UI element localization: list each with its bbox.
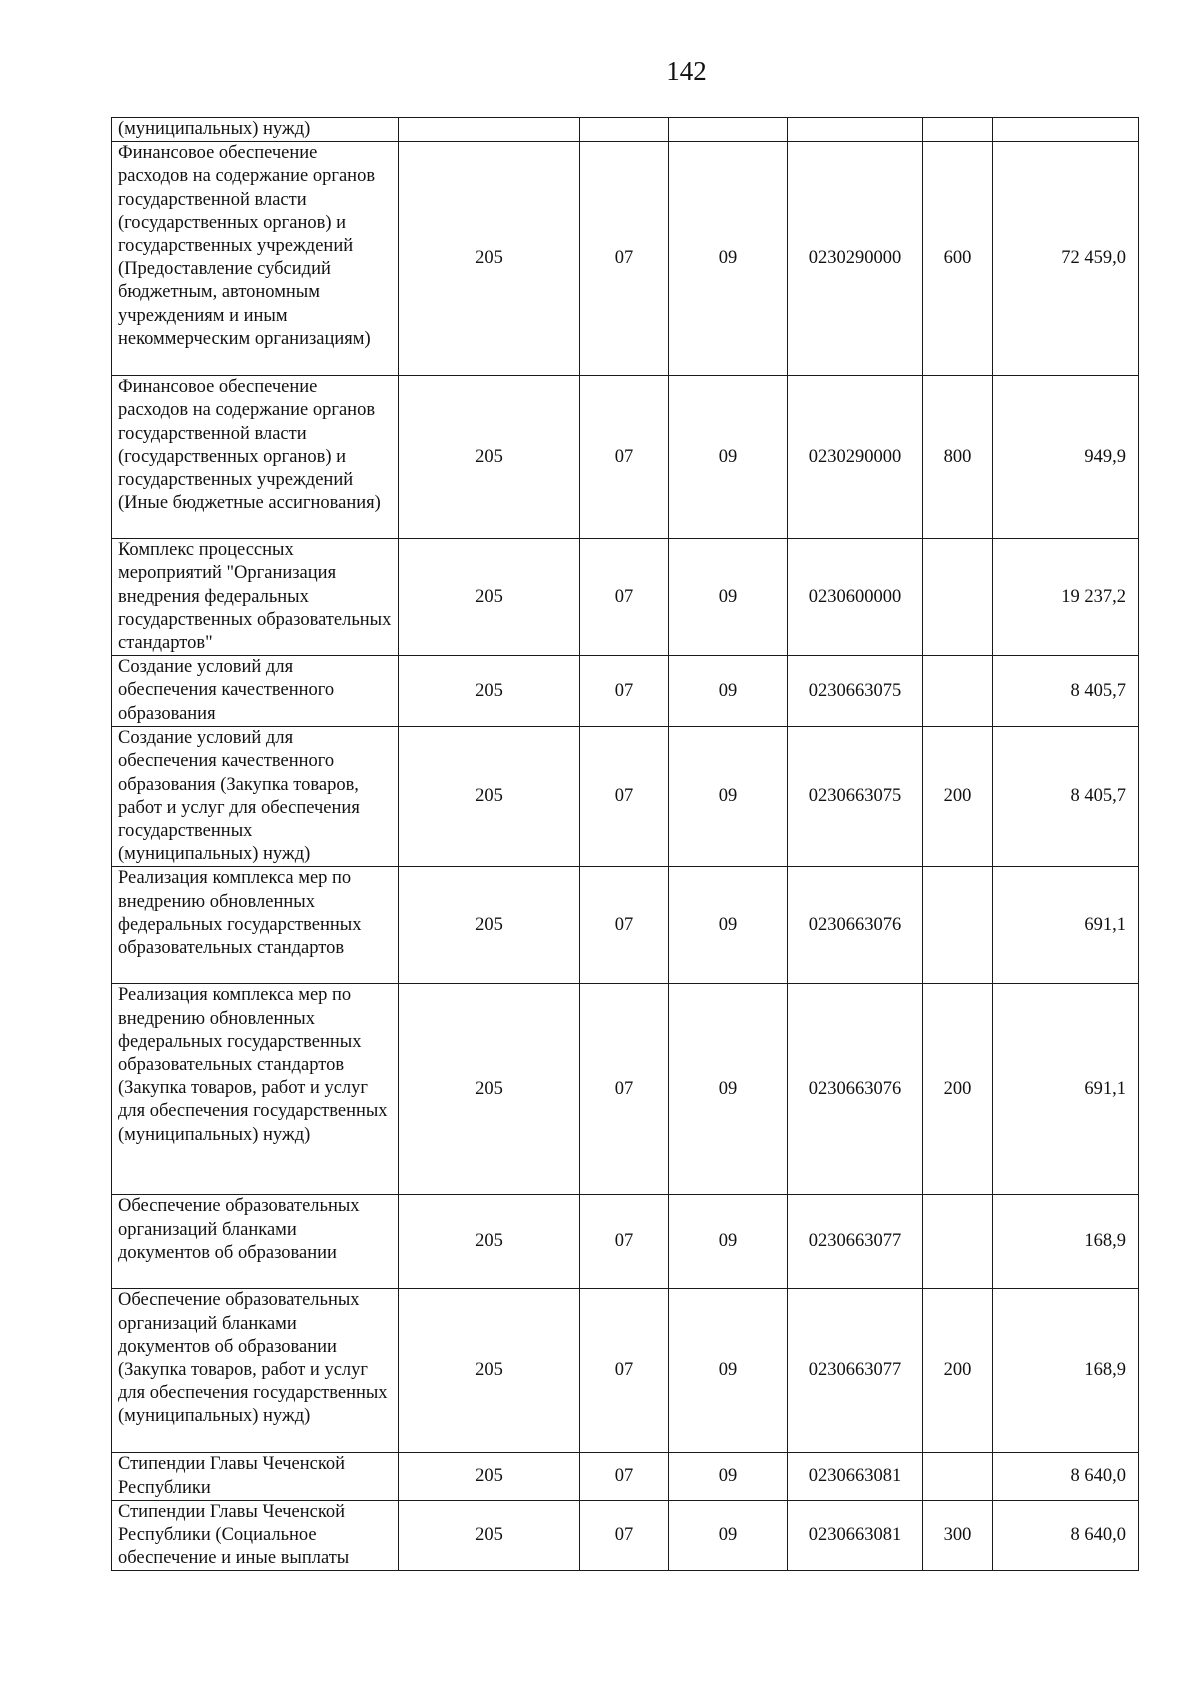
cell-subsection: 09 — [669, 984, 788, 1195]
cell-target-code: 0230663081 — [788, 1500, 923, 1571]
cell-subsection: 09 — [669, 539, 788, 656]
cell-name: Реализация комплекса мер по внедрению обновленных федеральных государственных образовательных стандартов (Закупка товаров, работ и услуг для обеспечения государственных (муниципальных) нужд) — [112, 984, 399, 1195]
cell-subsection: 09 — [669, 142, 788, 376]
cell-expense-type — [923, 1195, 993, 1289]
table-body — [112, 118, 1139, 1571]
cell-amount: 8 640,0 — [993, 1453, 1139, 1500]
cell-name: Создание условий для обеспечения качественного образования — [112, 656, 399, 727]
cell-name: Стипендии Главы Чеченской Республики (Социальное обеспечение и иные выплаты — [112, 1500, 399, 1571]
cell-section: 07 — [580, 1289, 669, 1453]
cell-admin-code: 205 — [399, 142, 580, 376]
cell-expense-type: 200 — [923, 1289, 993, 1453]
cell-section: 07 — [580, 656, 669, 727]
cell-name: Создание условий для обеспечения качественного образования (Закупка товаров, работ и услуг для обеспечения государственных (муниципальных) нужд) — [112, 727, 399, 867]
cell-section: 07 — [580, 142, 669, 376]
cell-subsection: 09 — [669, 1289, 788, 1453]
cell-subsection: 09 — [669, 1195, 788, 1289]
cell-section: 07 — [580, 1195, 669, 1289]
cell-amount — [993, 118, 1139, 142]
cell-name: Комплекс процессных мероприятий "Организация внедрения федеральных государственных образовательных стандартов" — [112, 539, 399, 656]
cell-target-code: 0230663075 — [788, 727, 923, 867]
table-row — [112, 984, 1139, 1195]
cell-section: 07 — [580, 539, 669, 656]
cell-target-code: 0230290000 — [788, 376, 923, 539]
cell-expense-type — [923, 656, 993, 727]
cell-amount: 19 237,2 — [993, 539, 1139, 656]
cell-section: 07 — [580, 867, 669, 984]
table-row — [112, 1289, 1139, 1453]
cell-name: Финансовое обеспечение расходов на содержание органов государственной власти (государственных органов) и государственных учреждений (Иные бюджетные ассигнования) — [112, 376, 399, 539]
cell-expense-type: 300 — [923, 1500, 993, 1571]
cell-expense-type — [923, 867, 993, 984]
cell-target-code: 0230600000 — [788, 539, 923, 656]
cell-amount: 72 459,0 — [993, 142, 1139, 376]
cell-admin-code: 205 — [399, 376, 580, 539]
cell-expense-type: 600 — [923, 142, 993, 376]
cell-admin-code: 205 — [399, 1500, 580, 1571]
cell-subsection: 09 — [669, 867, 788, 984]
cell-section: 07 — [580, 376, 669, 539]
cell-admin-code: 205 — [399, 1289, 580, 1453]
table-row — [112, 656, 1139, 727]
cell-expense-type — [923, 1453, 993, 1500]
cell-amount: 8 405,7 — [993, 727, 1139, 867]
cell-amount: 691,1 — [993, 867, 1139, 984]
cell-amount: 8 640,0 — [993, 1500, 1139, 1571]
cell-expense-type: 200 — [923, 984, 993, 1195]
cell-subsection: 09 — [669, 376, 788, 539]
cell-subsection: 09 — [669, 1453, 788, 1500]
cell-subsection: 09 — [669, 656, 788, 727]
table-row — [112, 1195, 1139, 1289]
cell-section — [580, 118, 669, 142]
table-row — [112, 1500, 1139, 1571]
cell-name: Финансовое обеспечение расходов на содержание органов государственной власти (государственных органов) и государственных учреждений (Предоставление субсидий бюджетным, автономным учреждениям и иным некоммерческим организациям) — [112, 142, 399, 376]
cell-target-code: 0230290000 — [788, 142, 923, 376]
table-row — [112, 1453, 1139, 1500]
cell-target-code: 0230663076 — [788, 867, 923, 984]
cell-amount: 8 405,7 — [993, 656, 1139, 727]
cell-subsection — [669, 118, 788, 142]
cell-expense-type: 800 — [923, 376, 993, 539]
cell-admin-code: 205 — [399, 867, 580, 984]
cell-admin-code: 205 — [399, 539, 580, 656]
budget-table — [111, 117, 1139, 1571]
cell-section: 07 — [580, 1453, 669, 1500]
cell-target-code: 0230663077 — [788, 1289, 923, 1453]
cell-subsection: 09 — [669, 727, 788, 867]
cell-name: (муниципальных) нужд) — [112, 118, 399, 142]
cell-amount: 691,1 — [993, 984, 1139, 1195]
table-row — [112, 376, 1139, 539]
cell-admin-code: 205 — [399, 1453, 580, 1500]
cell-expense-type — [923, 118, 993, 142]
cell-expense-type — [923, 539, 993, 656]
cell-section: 07 — [580, 727, 669, 867]
cell-section: 07 — [580, 984, 669, 1195]
table-row — [112, 142, 1139, 376]
cell-amount: 168,9 — [993, 1195, 1139, 1289]
cell-amount: 949,9 — [993, 376, 1139, 539]
cell-subsection: 09 — [669, 1500, 788, 1571]
cell-admin-code — [399, 118, 580, 142]
table-row — [112, 867, 1139, 984]
cell-amount: 168,9 — [993, 1289, 1139, 1453]
cell-target-code — [788, 118, 923, 142]
table-row — [112, 118, 1139, 142]
table-row — [112, 539, 1139, 656]
cell-admin-code: 205 — [399, 984, 580, 1195]
table-row — [112, 727, 1139, 867]
cell-target-code: 0230663077 — [788, 1195, 923, 1289]
cell-target-code: 0230663081 — [788, 1453, 923, 1500]
cell-target-code: 0230663075 — [788, 656, 923, 727]
cell-name: Стипендии Главы Чеченской Республики — [112, 1453, 399, 1500]
cell-name: Обеспечение образовательных организаций бланками документов об образовании (Закупка товаров, работ и услуг для обеспечения государственных (муниципальных) нужд) — [112, 1289, 399, 1453]
page-number: 142 — [666, 56, 707, 86]
cell-name: Реализация комплекса мер по внедрению обновленных федеральных государственных образовательных стандартов — [112, 867, 399, 984]
cell-section: 07 — [580, 1500, 669, 1571]
cell-target-code: 0230663076 — [788, 984, 923, 1195]
cell-name: Обеспечение образовательных организаций бланками документов об образовании — [112, 1195, 399, 1289]
cell-expense-type: 200 — [923, 727, 993, 867]
cell-admin-code: 205 — [399, 656, 580, 727]
cell-admin-code: 205 — [399, 1195, 580, 1289]
cell-admin-code: 205 — [399, 727, 580, 867]
